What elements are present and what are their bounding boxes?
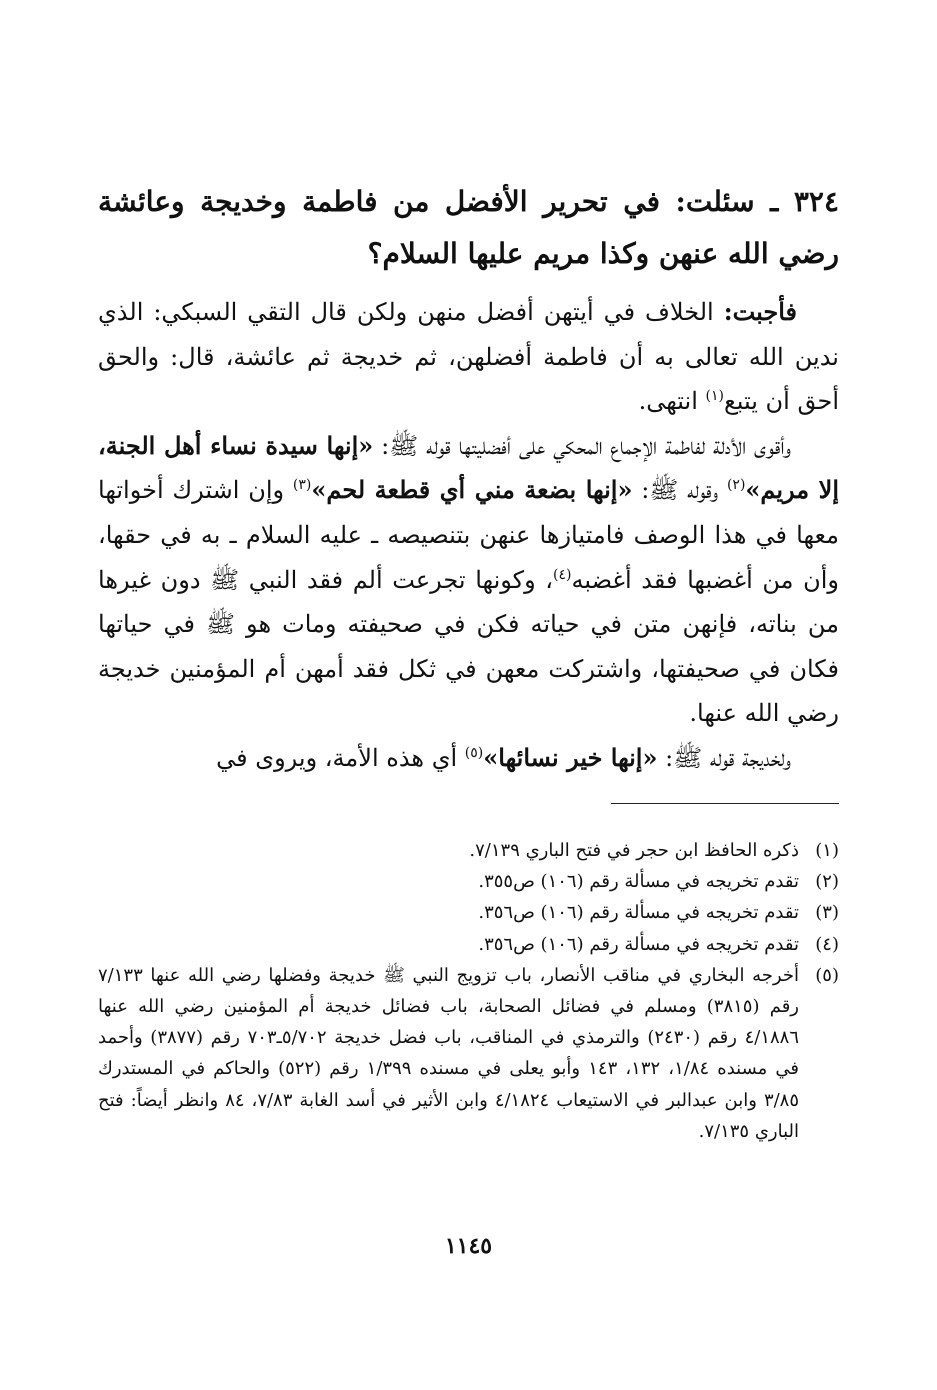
hadith-quote-3: «إنها خير نسائها»	[483, 742, 658, 772]
hadith-quote-2: «إنها بضعة مني أي قطعة لحم»	[311, 475, 633, 505]
fatima-text-3: وإن اشترك أخواتها معها في هذا الوصف فامتيازها عنهن بتنصيصه ـ عليه السلام ـ به في حقها، وأن من أغضبها فقد أغضبه	[98, 476, 839, 594]
footnote-number: (١)	[815, 840, 839, 861]
answer-body	[98, 290, 839, 781]
book-page	[98, 0, 839, 1390]
khadija-paragraph	[98, 736, 839, 781]
footnote-item	[98, 866, 839, 897]
footnote-number: (٥)	[815, 964, 839, 986]
footnote-ref-4[interactable]: (٤)	[553, 566, 572, 583]
footnote-text: تقدم تخريجه في مسألة رقم (١٠٦) ص٣٥٦.	[478, 933, 799, 955]
fatima-text-2: وقوله ﷺ:	[632, 476, 727, 505]
fatima-text-4: ، وكونها تجرعت ألم فقد النبي ﷺ دون غيرها من بناته، فإنهن متن في حياته فكن في صحيفته ومات هو ﷺ في حياتها فكان في صحيفتها، واشتركت معهن في ثكل فقد أمهن أم المؤمنين خديجة رضي الله عنها.	[98, 565, 840, 728]
footnote-item	[98, 929, 839, 960]
page-number: ١١٤٥	[444, 1233, 493, 1259]
answer-label: فأجبت:	[723, 297, 797, 326]
footnote-item	[98, 960, 839, 1147]
answer-end: انتهى.	[638, 387, 706, 416]
footnote-text: تقدم تخريجه في مسألة رقم (١٠٦) ص٣٥٥.	[478, 871, 799, 893]
footnotes-section	[98, 835, 839, 1147]
khadija-text-1: ولخديجة قوله ﷺ:	[657, 743, 791, 772]
footnote-ref-2[interactable]: (٢)	[726, 477, 746, 494]
footnote-item	[98, 897, 839, 928]
question-heading: ٣٢٤ ـ سئلت: في تحرير الأفضل من فاطمة وخديجة وعائشة رضي الله عنهن وكذا مريم عليها السلام؟	[98, 185, 839, 270]
hadith-quote-1: «إنها سيدة نساء أهل الجنة، إلا مريم»	[98, 430, 840, 505]
footnote-text: تقدم تخريجه في مسألة رقم (١٠٦) ص٣٥٦.	[478, 902, 799, 924]
footnote-number: (٢)	[815, 871, 839, 893]
fatima-paragraph	[98, 424, 839, 736]
footnote-number: (٤)	[815, 933, 839, 955]
footnote-ref-5[interactable]: (٥)	[464, 744, 484, 761]
footnote-text: ذكره الحافظ ابن حجر في فتح الباري ٧/١٣٩.	[469, 840, 799, 861]
footnote-ref-3[interactable]: (٣)	[292, 477, 312, 494]
khadija-text-2: أي هذه الأمة، ويروى في	[216, 743, 465, 772]
footnote-item	[98, 835, 839, 866]
answer-paragraph	[98, 290, 839, 424]
footnote-number: (٣)	[815, 902, 839, 924]
footnote-ref-1[interactable]: (١)	[705, 388, 724, 405]
answer-text: الخلاف في أيتهن أفضل منهن ولكن قال التقي السبكي: الذي ندين الله تعالى به أن فاطمة أفضلهن، ثم خديجة ثم عائشة، قال: والحق أحق أن يتبع	[98, 298, 839, 416]
footnote-text: أخرجه البخاري في مناقب الأنصار، باب تزويج النبي ﷺ خديجة وفضلها رضي الله عنها ٧/١٣٣ رقم (٣٨١٥) ومسلم في فضائل الصحابة، باب فضائل خديجة أم المؤمنين رضي الله عنها ٤/١٨٨٦ رقم (٢٤٣٠) والترمذي في المناقب، باب فضل خديجة ٥/٧٠٢ـ٧٠٣ رقم (٣٨٧٧) وأحمد في مسنده ١/٨٤، ١٣٢، ١٤٣ وأبو يعلى في مسنده ١/٣٩٩ رقم (٥٢٢) والحاكم في المستدرك ٣/٨٥ وابن عبدالبر في الاستيعاب ٤/١٨٢٤ وابن الأثير في أسد الغابة ٧/٨٣، ٨٤ وانظر أيضاً: فتح الباري ٧/١٣٥.	[98, 964, 800, 1142]
fatima-text-1: وأقوى الأدلة لفاطمة الإجماع المحكي على أفضليتها قوله ﷺ:	[373, 431, 791, 460]
footnote-divider	[611, 803, 839, 804]
